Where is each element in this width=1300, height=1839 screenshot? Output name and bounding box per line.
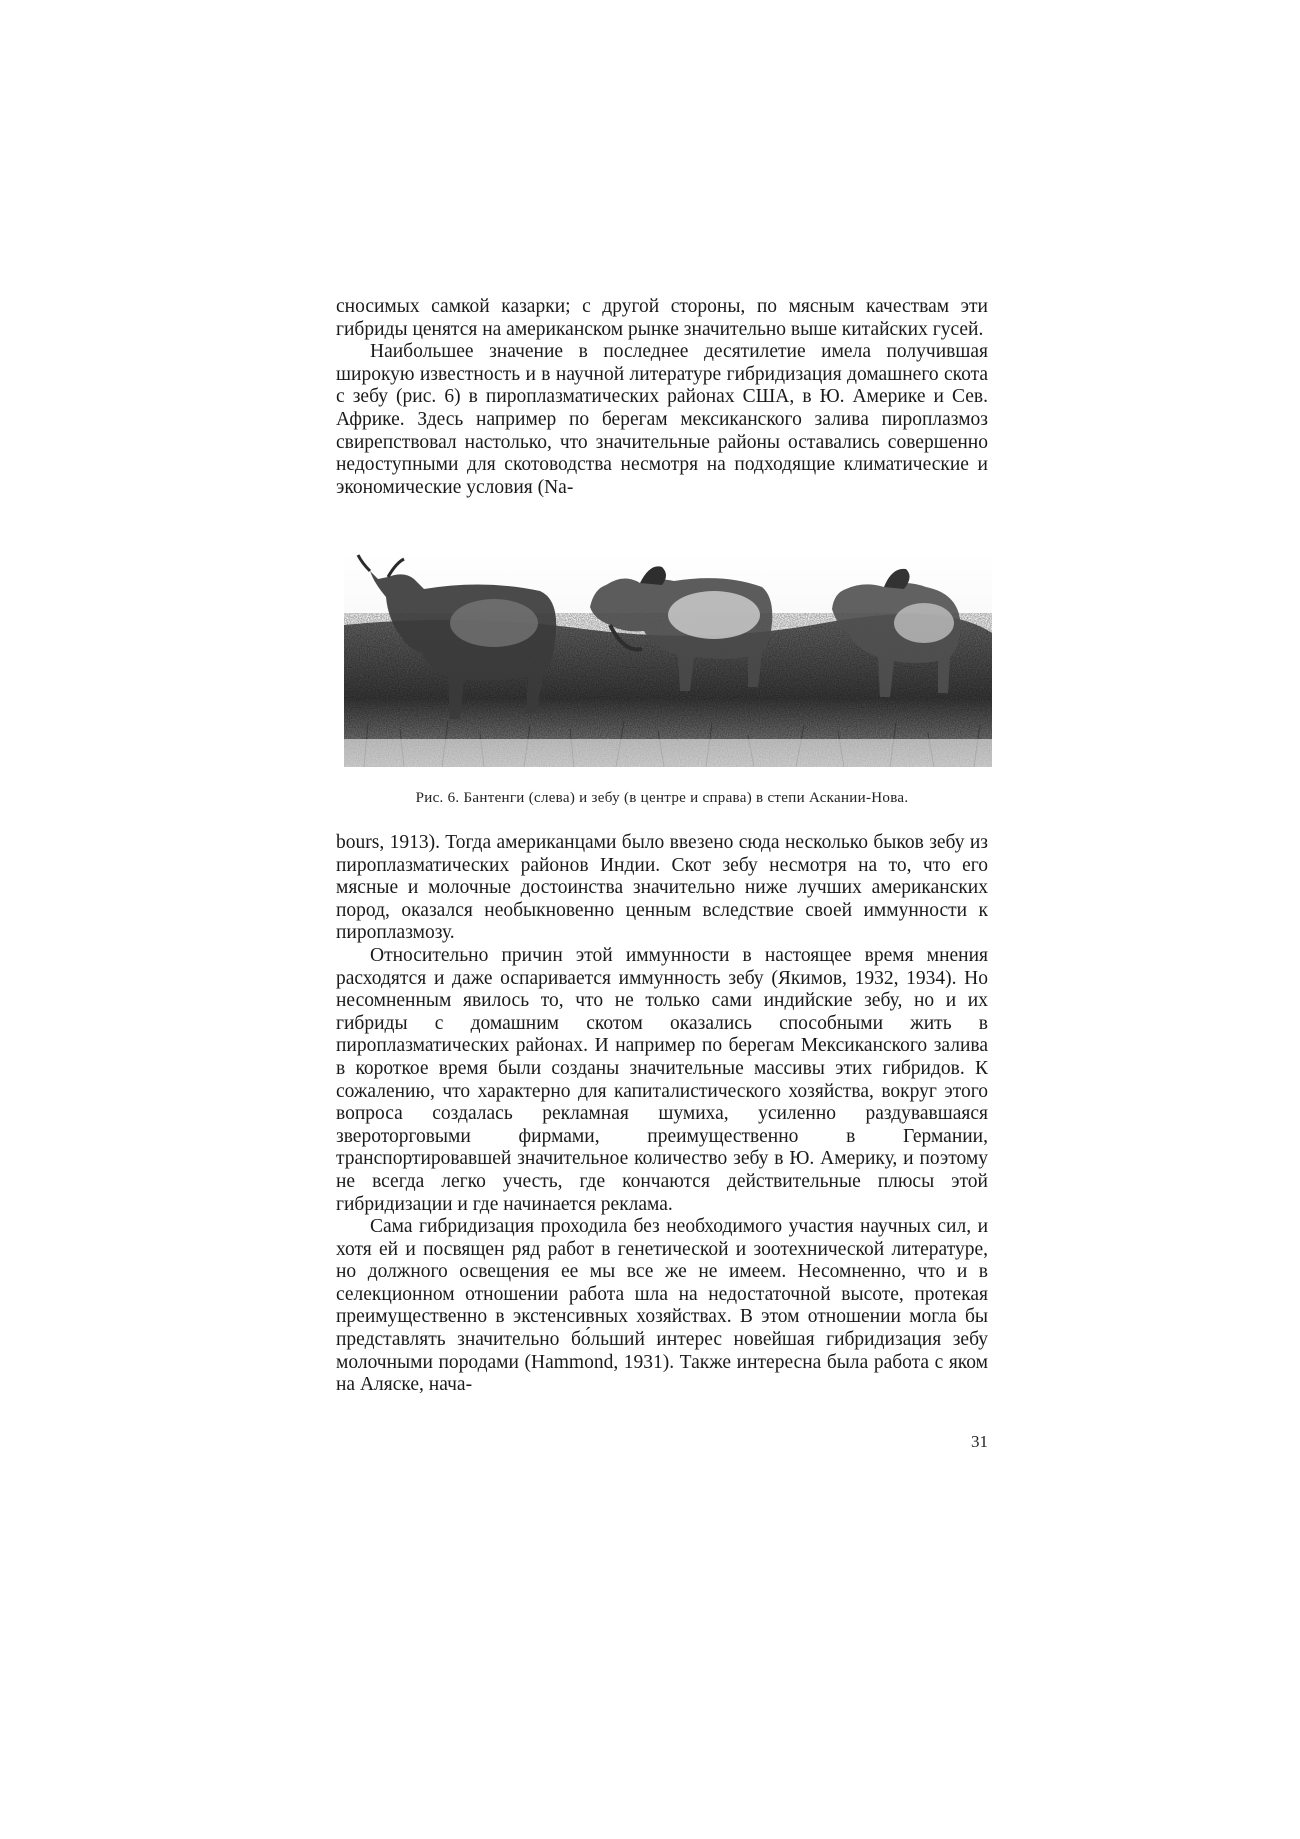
paragraph-continuation: сносимых самкой казарки; с другой стороны, по мясным качествам эти гибриды ценятся на американском рынке значительно выше китайских гусей.: [336, 296, 988, 340]
photo-lower-fade: [344, 739, 992, 767]
figure-cattle-photo: [344, 553, 992, 767]
paragraph-hybridization-science: Сама гибридизация проходила без необходимого участия научных сил, и хотя ей и посвящен ряд работ в генетической и зоотехнической литературе, но должного освещения ее мы все же не имеем. Несомненно, что и в селекционном отношении работа шла на недостаточной высоте, протекая преимущественно в экстенсивных хозяйствах. В этом отношении могла бы представлять значительно бо́льший интерес новейшая гибридизация зебу молочными породами (Hammond, 1931). Также интересна была работа с яком на Аляске, нача-: [336, 1216, 988, 1396]
paragraph-immunity: Относительно причин этой иммунности в настоящее время мнения расходятся и даже оспаривается иммунность зебу (Якимов, 1932, 1934). Но несомненным явилось то, что не только сами индийские зебу, но и их гибриды с домашним скотом оказались способными жить в пироплазматических районах. И например по берегам Мексиканского залива в короткое время были созданы значительные массивы этих гибридов. К сожалению, что характерно для капиталистического хозяйства, вокруг этого вопроса создалась рекламная шумиха, усиленно раздувавшаяся звероторговыми фирмами, преимущественно в Германии, транспортировавшей значительное количество зебу в Ю. Америку, и поэтому не всегда легко учесть, где кончаются действительные плюсы этой гибридизации и где начинается реклама.: [336, 944, 988, 1215]
bottom-text-block: [336, 832, 988, 1397]
figure-caption: Рис. 6. Бантенги (слева) и зебу (в центре и справа) в степи Аскании-Нова.: [415, 790, 909, 806]
top-text-block: [336, 296, 988, 499]
paragraph-zebu-hybridization: Наибольшее значение в последнее десятилетие имела получившая широкую известность и в научной литературе гибридизация домашнего скота с зебу (рис. 6) в пироплазматических районах США, в Ю. Америке и Сев. Африке. Здесь например по берегам мексиканского залива пироплазмоз свирепствовал настолько, что значительные районы оставались совершенно недоступными для скотоводства несмотря на подходящие климатические и экономические условия (Na-: [336, 341, 988, 498]
paragraph-nabours: bours, 1913). Тогда американцами было ввезено сюда несколько быков зебу из пироплазматических районов Индии. Скот зебу несмотря на то, что его мясные и молочные достоинства значительно ниже лучших американских пород, оказался необыкновенно ценным вследствие своей иммунности к пироплазмозу.: [336, 832, 988, 944]
cattle-photo-illustration: [344, 553, 992, 767]
page-number: 31: [971, 1432, 988, 1451]
